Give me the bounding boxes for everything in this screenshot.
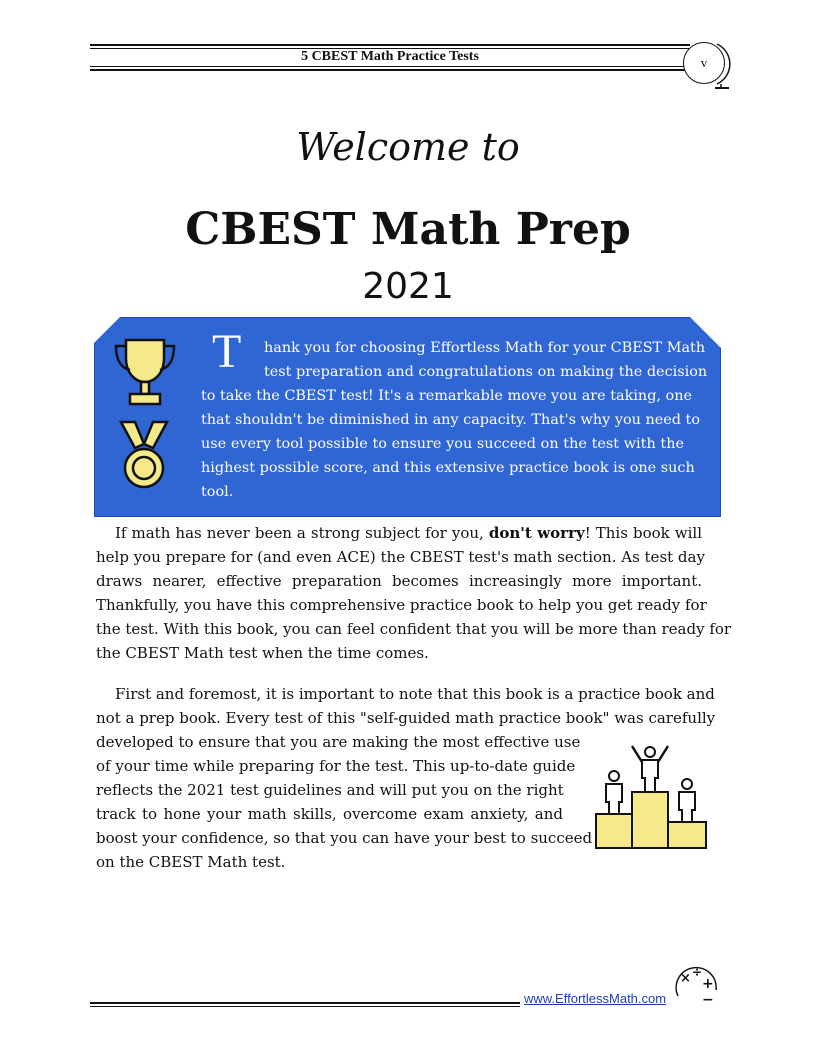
paragraph-line: not a prep book. Every test of this "self-guided math practice book" was carefully bbox=[96, 709, 716, 727]
welcome-heading: Welcome to bbox=[296, 125, 520, 169]
footer-rule bbox=[90, 1002, 520, 1004]
header-rule bbox=[90, 66, 690, 67]
paragraph-line: track to hone your math skills, overcome exam anxiety, and bbox=[96, 805, 563, 823]
svg-text:÷: ÷ bbox=[692, 965, 703, 979]
paragraph-line: Thankfully, you have this comprehensive practice book to help you get ready for bbox=[96, 596, 707, 614]
paragraph-line: the test. With this book, you can feel confident that you will be more than ready for bbox=[96, 620, 732, 638]
paragraph-line: developed to ensure that you are making the most effective use bbox=[96, 733, 581, 751]
trophy-icon bbox=[112, 336, 178, 408]
math-operations-icon bbox=[672, 960, 722, 1010]
intro-text-line: hank you for choosing Effortless Math for your CBEST Math bbox=[264, 340, 706, 356]
header-rule bbox=[90, 44, 690, 46]
paragraph-line: boost your confidence, so that you can have your best to succeed bbox=[96, 829, 593, 847]
paragraph-text: ! This book will bbox=[584, 524, 702, 542]
svg-text:×: × bbox=[680, 971, 691, 986]
paragraph-text: If math has never been a strong subject for you, bbox=[115, 524, 484, 542]
footer-rule bbox=[90, 1006, 520, 1007]
intro-text-line: test preparation and congratulations on making the decision bbox=[264, 364, 708, 380]
paragraph-line: of your time while preparing for the test. This up-to-date guide bbox=[96, 757, 576, 775]
book-year: 2021 bbox=[362, 266, 454, 307]
book-title: CBEST Math Prep bbox=[185, 204, 631, 255]
intro-text-line: use every tool possible to ensure you succeed on the test with the bbox=[201, 436, 684, 452]
drop-cap: T bbox=[212, 325, 242, 378]
paragraph-line: help you prepare for (and even ACE) the CBEST test's math section. As test day bbox=[96, 548, 705, 566]
intro-text-line: highest possible score, and this extensive practice book is one such bbox=[201, 460, 695, 476]
paragraph-line: the CBEST Math test when the time comes. bbox=[96, 644, 429, 662]
intro-text-line: that shouldn't be diminished in any capacity. That's why you need to bbox=[201, 412, 701, 428]
header-rule bbox=[90, 69, 690, 71]
paragraph-line: reflects the 2021 test guidelines and will put you on the right bbox=[96, 781, 564, 799]
podium-winners-icon bbox=[592, 742, 712, 852]
paragraph-line bbox=[115, 521, 702, 545]
paragraph-line: on the CBEST Math test. bbox=[96, 853, 286, 871]
paragraph-line: draws nearer, effective preparation becomes increasingly more important. bbox=[96, 572, 702, 590]
emphasis-text: don't worry bbox=[488, 524, 585, 542]
intro-text-line: to take the CBEST test! It's a remarkable move you are taking, one bbox=[201, 388, 693, 404]
intro-text-line: tool. bbox=[201, 484, 234, 500]
svg-text:−: − bbox=[702, 992, 714, 1008]
page-number: v bbox=[700, 55, 708, 70]
svg-text:+: + bbox=[702, 976, 714, 992]
paragraph-line: First and foremost, it is important to note that this book is a practice book and bbox=[115, 685, 715, 703]
running-header-title: 5 CBEST Math Practice Tests bbox=[301, 49, 479, 64]
website-link[interactable]: www.EffortlessMath.com bbox=[524, 991, 667, 1006]
medal-icon bbox=[115, 418, 173, 490]
